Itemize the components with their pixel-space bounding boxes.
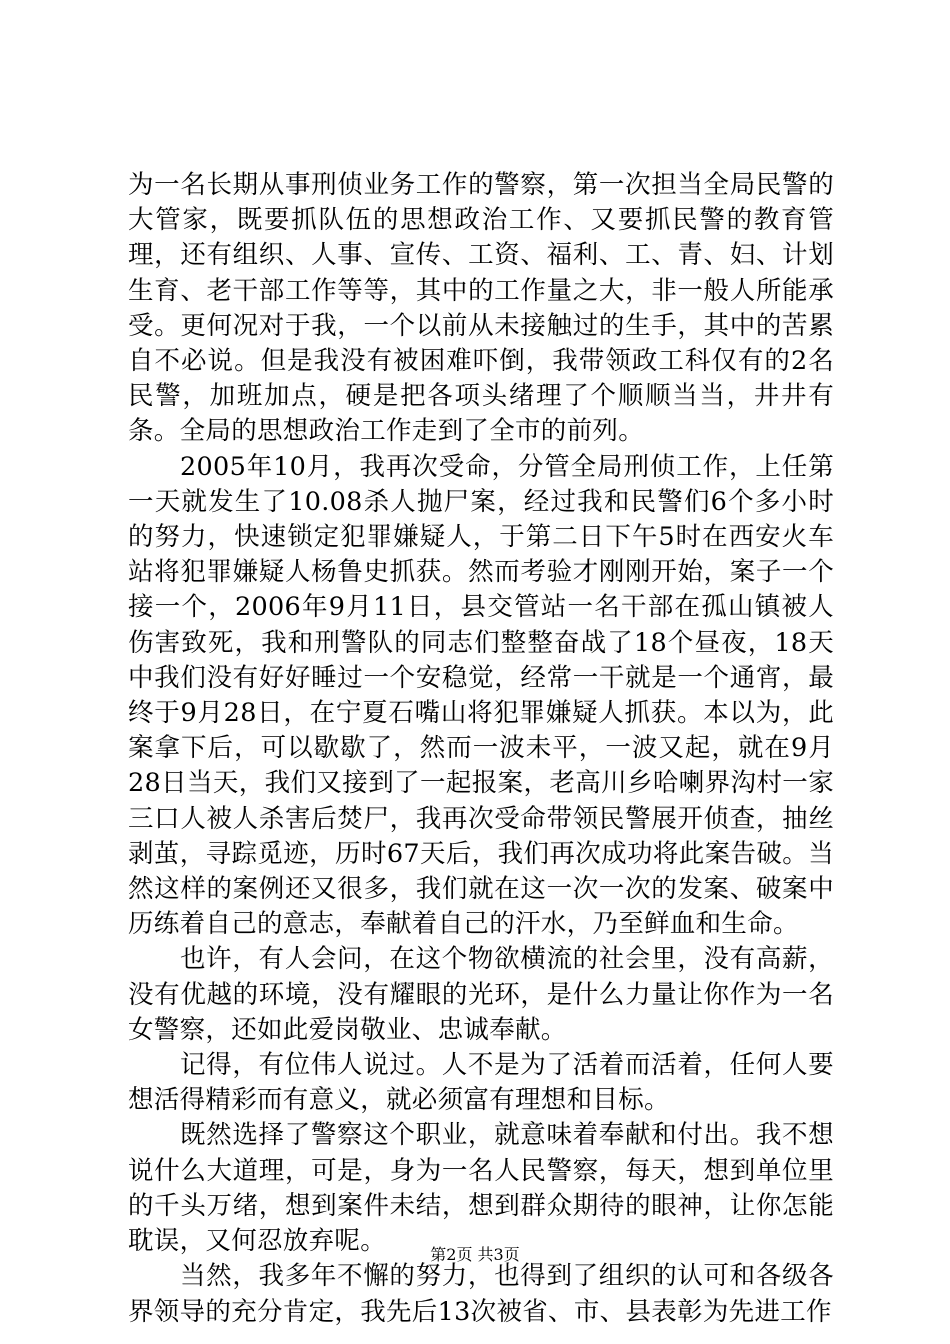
paragraph-5: 既然选择了警察这个职业，就意味着奉献和付出。我不想说什么大道理，可是，身为一名人民警察，每天，想到单位里的千头万绪，想到案件未结，想到群众期待的眼神，让你怎能耽误，又何忍放弃呢。 bbox=[128, 1120, 834, 1257]
page-footer: 第2页 共3页 bbox=[430, 1245, 520, 1264]
paragraph-2: 2005年10月，我再次受命，分管全局刑侦工作，上任第一天就发生了10.08杀人抛尸案，经过我和民警们6个多小时的努力，快速锁定犯罪嫌疑人，于第二日下午5时在西安火车站将犯罪嫌疑人杨鲁史抓获。然而考验才刚刚开始，案子一个接一个，2006年9月11日，县交管站一名干部在孤山镇被人伤害致死，我和刑警队的同志们整整奋战了18个昼夜，18天中我们没有好好睡过一个安稳觉，经常一干就是一个通宵，最终于9月28日，在宁夏石嘴山将犯罪嫌疑人抓获。本以为，此案拿下后，可以歇歇了，然而一波未平，一波又起，就在9月28日当天，我们又接到了一起报案，老高川乡哈喇界沟村一家三口人被人杀害后焚尸，我再次受命带领民警展开侦查，抽丝剥茧，寻踪觅迹，历时67天后，我们再次成功将此案告破。当然这样的案例还又很多，我们就在这一次一次的发案、破案中历练着自己的意志，奉献着自己的汗水，乃至鲜血和生命。 bbox=[128, 451, 834, 940]
paragraph-6: 当然，我多年不懈的努力，也得到了组织的认可和各级各界领导的充分肯定，我先后13次被省、市、县表彰为先进工作 bbox=[128, 1261, 834, 1327]
paragraph-3: 也许，有人会问，在这个物欲横流的社会里，没有高薪，没有优越的环境，没有耀眼的光环，是什么力量让你作为一名女警察，还如此爱岗敬业、忠诚奉献。 bbox=[128, 944, 834, 1045]
paragraph-4: 记得，有位伟人说过。人不是为了活着而活着，任何人要想活得精彩而有意义，就必须富有理想和目标。 bbox=[128, 1050, 834, 1116]
paragraph-1: 为一名长期从事刑侦业务工作的警察，第一次担当全局民警的大管家，既要抓队伍的思想政治工作、又要抓民警的教育管理，还有组织、人事、宣传、工资、福利、工、青、妇、计划生育、老干部工作等等，其中的工作量之大，非一般人所能承受。更何况对于我，一个以前从未接触过的生手，其中的苦累自不必说。但是我没有被困难吓倒，我带领政工科仅有的2名民警，加班加点，硬是把各项头绪理了个顺顺当当，井井有条。全局的思想政治工作走到了全市的前列。 bbox=[128, 170, 834, 447]
document-body bbox=[128, 168, 834, 1330]
